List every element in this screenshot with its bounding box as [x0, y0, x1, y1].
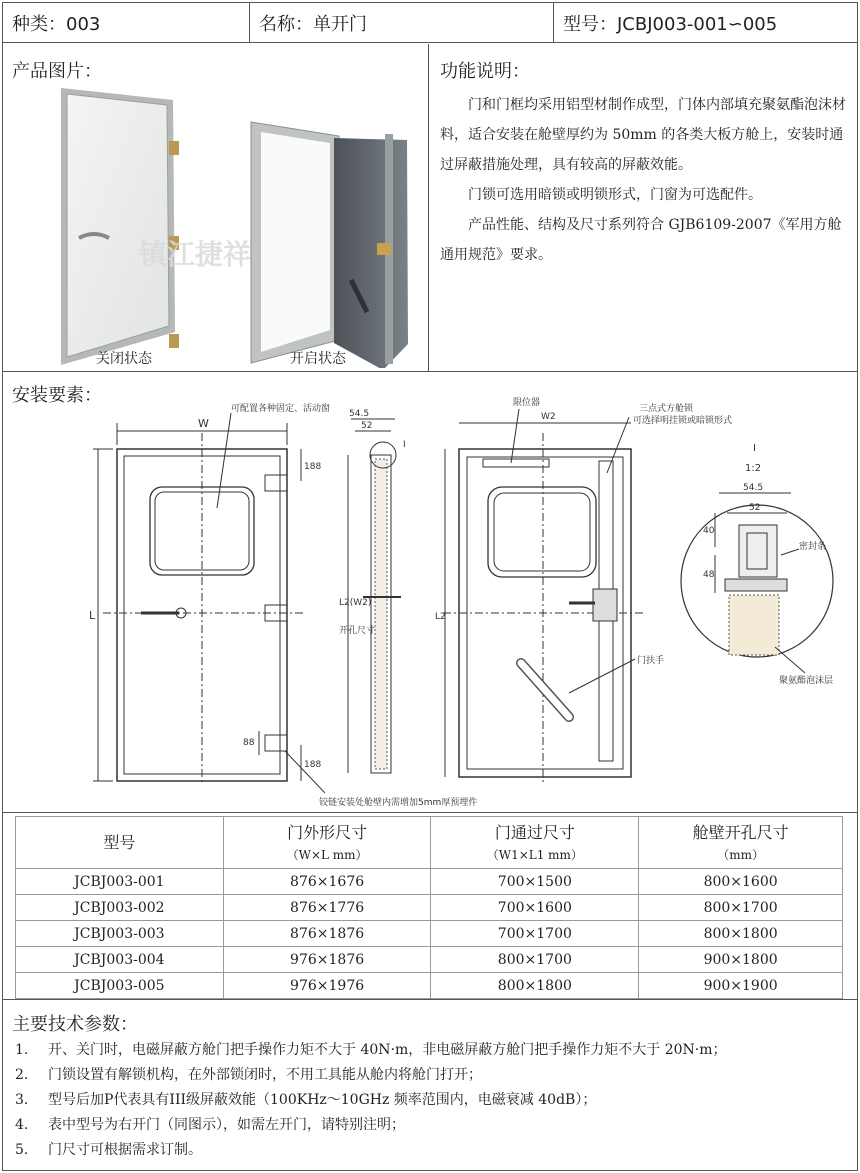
function-paragraph: 门和门框均采用铝型材制作成型，门体内部填充聚氨酯泡沫材料，适合安装在舱壁厚约为 50mm 的各类大板方舱上，安装时通过屏蔽措施处理，具有较高的屏蔽效能。 [440, 97, 846, 173]
item-text: 型号后加P代表具有III级屏蔽效能（100KHz～10GHz 频率范围内，电磁衰减 40dB）； [48, 1092, 597, 1108]
leader-hinge [285, 751, 325, 793]
function-paragraph: 门锁可选用暗锁或明锁形式，门窗为可选配件。 [468, 187, 762, 203]
header-model: 型号 [103, 832, 136, 852]
inner-window [488, 487, 596, 577]
label-188-bottom: 188 [304, 760, 322, 770]
cell-model: JCBJ003-005 [16, 973, 224, 999]
item-text: 开、关门时，电磁屏蔽方舱门把手操作力矩不大于 40N·m，非电磁屏蔽方舱门把手操作力矩不大于 20N·m； [48, 1042, 727, 1058]
foam-detail [729, 595, 779, 655]
header-pass-unit: （W1×L1 mm） [486, 847, 583, 862]
label-opening: L2(W2) [339, 598, 372, 608]
closed-door-photo [61, 88, 179, 365]
label-opening-text: 开孔尺寸 [339, 626, 376, 636]
seal-profile [725, 579, 787, 591]
table-row [16, 869, 843, 895]
cell-pass: 700×1700 [431, 921, 639, 947]
list-item [15, 1088, 726, 1113]
header-outer: 门外形尺寸 [287, 822, 368, 842]
cell-model: JCBJ003-002 [16, 895, 224, 921]
list-item [15, 1038, 726, 1063]
column-divider [428, 44, 429, 371]
cell-outer: 976×1976 [223, 973, 431, 999]
leader-handle [569, 659, 635, 693]
window-note: 可配置各种固定、活动窗 [231, 404, 331, 414]
lock-note-2: 可选择明挂锁或暗锁形式 [633, 416, 733, 426]
three-point-lock [593, 589, 617, 621]
header-outer-unit: （W×L mm） [286, 847, 368, 862]
detail-mark: I [403, 440, 406, 450]
product-title: 产品图片： [12, 61, 102, 82]
label-w: W [198, 417, 209, 430]
table-header [16, 817, 224, 869]
item-number: 1. [15, 1042, 29, 1058]
item-number: 3. [15, 1092, 29, 1108]
install-section [3, 373, 857, 813]
detail-48: 48 [703, 570, 715, 580]
table-header [639, 817, 843, 869]
table-row [16, 895, 843, 921]
label-52: 52 [361, 421, 373, 431]
detail-scale: 1:2 [745, 463, 762, 474]
header-opening-unit: （mm） [717, 847, 764, 862]
spec-sheet [2, 2, 858, 1171]
open-door-photo [251, 122, 408, 368]
item-text: 表中型号为右开门（同图示），如需左开门，请特别注明； [48, 1117, 405, 1133]
cell-opening: 800×1800 [639, 921, 843, 947]
table-header [223, 817, 431, 869]
list-item [15, 1063, 726, 1088]
table-header-row [16, 817, 843, 869]
handle-note: 门扶手 [637, 656, 665, 666]
params-title: 主要技术参数： [12, 1014, 138, 1035]
table-row [16, 973, 843, 999]
label-l2: L2 [435, 612, 446, 622]
cell-pass: 700×1600 [431, 895, 639, 921]
leader-seal [781, 549, 799, 555]
label-l: L [89, 609, 96, 622]
install-title: 安装要素： [12, 385, 102, 406]
params-list [15, 1038, 726, 1163]
cell-outer: 876×1776 [223, 895, 431, 921]
category-cell: 种类：003 [3, 3, 250, 43]
item-number: 5. [15, 1142, 29, 1158]
cell-opening: 900×1900 [639, 973, 843, 999]
item-text: 门尺寸可根据需求订制。 [48, 1142, 202, 1158]
table-row [16, 947, 843, 973]
detail-545: 54.5 [743, 483, 764, 493]
size-table [15, 816, 843, 999]
function-title: 功能说明： [440, 61, 530, 82]
list-item [15, 1138, 726, 1163]
cell-model: JCBJ003-003 [16, 921, 224, 947]
leader-lock [607, 417, 629, 473]
detail-52: 52 [749, 503, 761, 513]
cell-outer: 976×1876 [223, 947, 431, 973]
label-545: 54.5 [349, 409, 370, 419]
foam-layer [375, 459, 387, 769]
header-opening: 舱壁开孔尺寸 [692, 822, 789, 842]
detail-40: 40 [703, 526, 715, 536]
lock-note-1: 三点式方舱锁 [639, 404, 694, 414]
cell-opening: 800×1600 [639, 869, 843, 895]
leader-window [217, 413, 231, 508]
function-paragraph: 产品性能、结构及尺寸系列符合 GJB6109-2007《军用方舱通用规范》要求。 [440, 217, 842, 263]
open-caption: 开启状态 [290, 351, 346, 367]
closed-caption: 关闭状态 [96, 351, 152, 367]
hinge-top [265, 475, 287, 491]
limiter [483, 459, 549, 467]
table-row [16, 921, 843, 947]
label-w2: W2 [541, 412, 556, 422]
cell-opening: 900×1800 [639, 947, 843, 973]
cell-pass: 800×1700 [431, 947, 639, 973]
product-photos [3, 78, 427, 368]
detail-title: I [753, 443, 756, 454]
technical-drawing [3, 373, 857, 811]
leader-foam [775, 647, 805, 673]
cell-pass: 800×1800 [431, 973, 639, 999]
hinge-note: 铰链安装处舱壁内需增加5mm厚预埋件 [319, 798, 478, 808]
seal-label: 密封条 [799, 542, 827, 552]
model-cell: 型号：JCBJ003-001∽005 [563, 14, 778, 35]
inner-window-glass [494, 493, 590, 571]
limiter-label: 限位器 [513, 398, 541, 408]
header-pass: 门通过尺寸 [494, 822, 575, 842]
list-item [15, 1113, 726, 1138]
item-number: 4. [15, 1117, 29, 1133]
cell-opening: 800×1700 [639, 895, 843, 921]
item-number: 2. [15, 1067, 29, 1083]
cell-pass: 700×1500 [431, 869, 639, 895]
leader-limiter [511, 409, 519, 463]
cell-model: JCBJ003-001 [16, 869, 224, 895]
header-row [3, 3, 857, 43]
label-188-top: 188 [304, 462, 322, 472]
name-cell: 名称：单开门 [250, 3, 554, 43]
item-text: 门锁设置有解锁机构，在外部锁闭时，不用工具能从舱内将舱门打开； [48, 1067, 482, 1083]
label-88: 88 [243, 738, 255, 748]
function-text [440, 90, 848, 270]
foam-label: 聚氨酯泡沫层 [779, 676, 834, 686]
cell-outer: 876×1876 [223, 921, 431, 947]
product-section [3, 44, 857, 372]
hinge-bottom [265, 735, 287, 751]
grab-handle-inner [521, 663, 569, 717]
params-section [3, 999, 857, 1171]
cell-outer: 876×1676 [223, 869, 431, 895]
table-header [431, 817, 639, 869]
watermark: 镇江捷祥 [139, 238, 252, 271]
cell-model: JCBJ003-004 [16, 947, 224, 973]
